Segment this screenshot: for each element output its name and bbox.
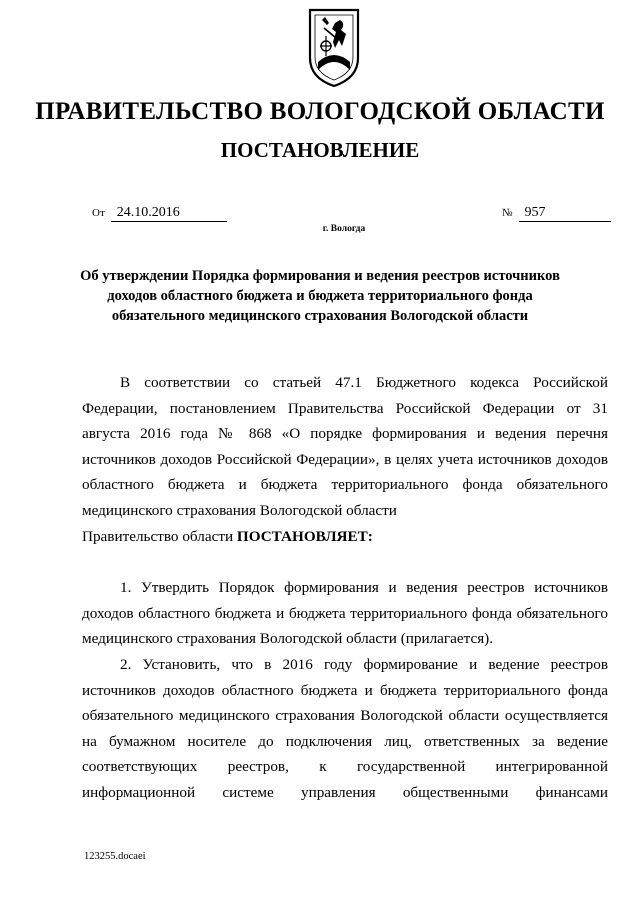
government-title: ПРАВИТЕЛЬСТВО ВОЛОГОДСКОЙ ОБЛАСТИ	[35, 98, 605, 125]
document-body	[82, 370, 608, 806]
document-heading: Об утверждении Порядка формирования и ведения реестров источников доходов областного бюджета и бюджета территориального фонда обязательного медицинского страхования Вологодской области	[80, 268, 560, 324]
date-value: 24.10.2016	[111, 205, 227, 222]
list-item: 1. Утвердить Порядок формирования и ведения реестров источников доходов областного бюджета и бюджета территориального фонда обязательного медицинского страхования Вологодской области (прилагается).	[82, 579, 608, 648]
spacer	[82, 549, 608, 575]
number-field	[502, 204, 611, 222]
list-item: 2. Установить, что в 2016 году формирование и ведение реестров источников доходов областного бюджета и бюджета территориального фонда обязательного медицинского страхования Вологодской области осуществляется на бумажном носителе до подключения лиц, ответственных за ведение соответствующих реестров, к государственной интегрированной информационной системе управления общественными финансами	[82, 655, 608, 801]
document-type: ПОСТАНОВЛЕНИЕ	[220, 138, 420, 162]
resolve-line	[82, 524, 608, 550]
preamble-paragraph: В соответствии со статьей 47.1 Бюджетного кодекса Российской Федерации, постановлением Правительства Российской Федерации от 31 августа 2016 года № 868 «О порядке формирования и ведения перечня источников доходов Российской Федерации», в целях учета источников доходов областного бюджета и бюджета территориального фонда обязательного медицинского страхования Вологодской области	[82, 374, 608, 519]
footer-document-code: 123255.docaei	[84, 851, 146, 862]
date-field	[92, 204, 227, 222]
number-label: №	[502, 207, 513, 219]
coat-of-arms-emblem	[306, 6, 362, 88]
date-label: От	[92, 207, 105, 219]
resolve-word: ПОСТАНОВЛЯЕТ:	[236, 527, 373, 545]
resolve-prefix: Правительство области	[82, 527, 237, 545]
city: г. Вологда	[322, 224, 366, 234]
number-value: 957	[519, 205, 611, 222]
